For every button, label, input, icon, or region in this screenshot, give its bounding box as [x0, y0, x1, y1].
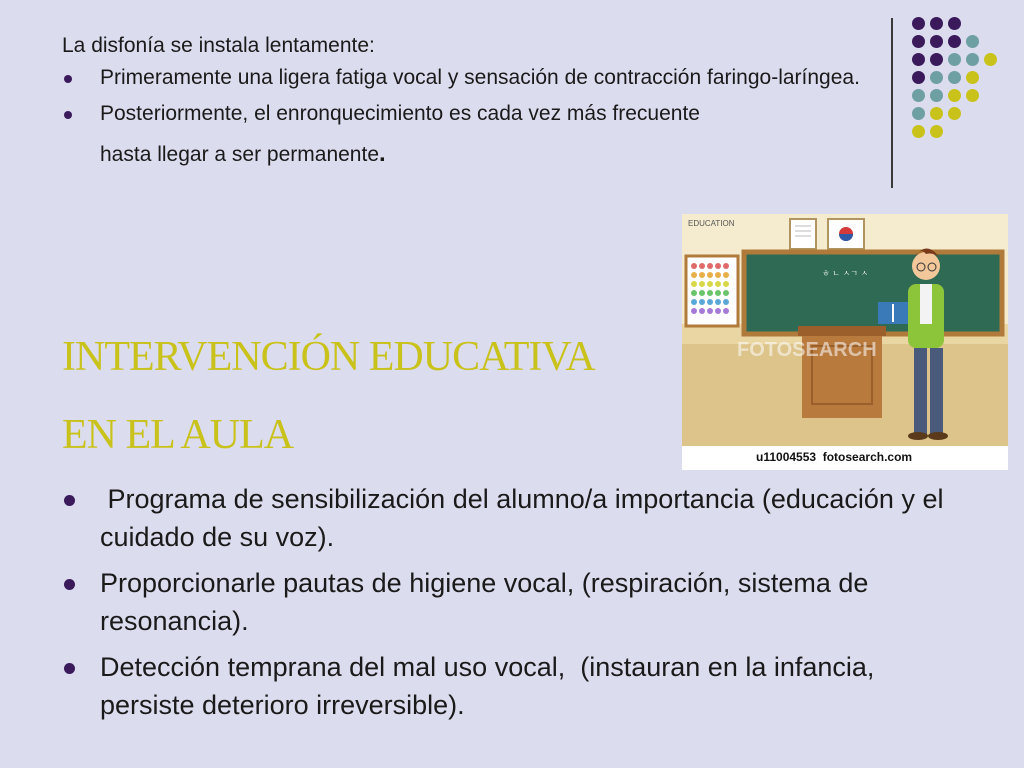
- decorative-dot: [948, 89, 961, 102]
- intro-lead-text: La disfonía se instala lentamente:: [62, 34, 375, 57]
- decorative-dot: [930, 53, 943, 66]
- decorative-dot: [912, 89, 925, 102]
- main-bullet-text: Programa de sensibilización del alumno/a importancia (educación y el cuidado de su voz).: [100, 484, 951, 552]
- decorative-dot: [948, 71, 961, 84]
- decorative-dot: [930, 35, 943, 48]
- decorative-dot: [930, 71, 943, 84]
- intro-bullet-text: hasta llegar a ser permanente: [100, 143, 379, 166]
- intro-period: .: [379, 140, 386, 167]
- bullet-dot-icon: [64, 663, 75, 674]
- intro-section: [62, 32, 922, 189]
- decorative-dot: [966, 89, 979, 102]
- bullet-dot-icon: [64, 495, 75, 506]
- intro-bullet-item: [62, 100, 922, 181]
- decorative-dot-grid: [900, 15, 1024, 145]
- bullet-dot-icon: [64, 111, 72, 119]
- heading-line-2: EN EL AULA: [62, 412, 294, 458]
- decorative-dot: [912, 71, 925, 84]
- heading-line-1: INTERVENCIÓN EDUCATIVA: [62, 334, 595, 380]
- decorative-dot: [930, 107, 943, 120]
- intro-bullet-item: [62, 64, 922, 92]
- decorative-dot: [966, 71, 979, 84]
- decorative-dot: [984, 53, 997, 66]
- main-bullet-item: [62, 564, 962, 640]
- decorative-dot: [948, 53, 961, 66]
- decorative-dot: [948, 35, 961, 48]
- decorative-dot: [930, 89, 943, 102]
- decorative-dot: [966, 53, 979, 66]
- section-heading: [62, 318, 595, 474]
- main-bullet-text: Proporcionarle pautas de higiene vocal, (respiración, sistema de resonancia).: [100, 568, 869, 636]
- main-bullet-list: [62, 480, 962, 732]
- decorative-vertical-line: [891, 18, 893, 188]
- board-text: ㅎ ㄴ ㅅㄱ ㅅ: [822, 269, 869, 278]
- decorative-dot: [966, 35, 979, 48]
- decorative-dot: [948, 107, 961, 120]
- decorative-dot: [912, 125, 925, 138]
- decorative-dot: [912, 53, 925, 66]
- intro-bullet-text: Primeramente una ligera fatiga vocal y sensación de contracción faringo-laríngea.: [100, 66, 860, 89]
- bullet-dot-icon: [64, 75, 72, 83]
- decorative-dot: [930, 17, 943, 30]
- decorative-dot: [912, 35, 925, 48]
- decorative-dot: [912, 107, 925, 120]
- image-caption: u11004553 fotosearch.com: [756, 450, 913, 464]
- decorative-dot: [930, 125, 943, 138]
- main-bullet-item: [62, 648, 962, 724]
- classroom-illustration: [682, 214, 1008, 470]
- main-bullet-text: Detección temprana del mal uso vocal, (instauran en la infancia, persiste deterioro irreversible).: [100, 652, 882, 720]
- intro-bullet-list: [62, 64, 922, 181]
- classroom-teacher-image: [682, 214, 1008, 470]
- board-label: EDUCATION: [688, 219, 735, 228]
- watermark-text: FOTOSEARCH: [737, 339, 877, 361]
- decorative-dot: [912, 17, 925, 30]
- bullet-dot-icon: [64, 579, 75, 590]
- decorative-dot: [948, 17, 961, 30]
- intro-bullet-text: Posteriormente, el enronquecimiento es cada vez más frecuente: [100, 102, 700, 125]
- main-bullet-item: [62, 480, 962, 556]
- intro-bullet-continuation: [100, 140, 386, 167]
